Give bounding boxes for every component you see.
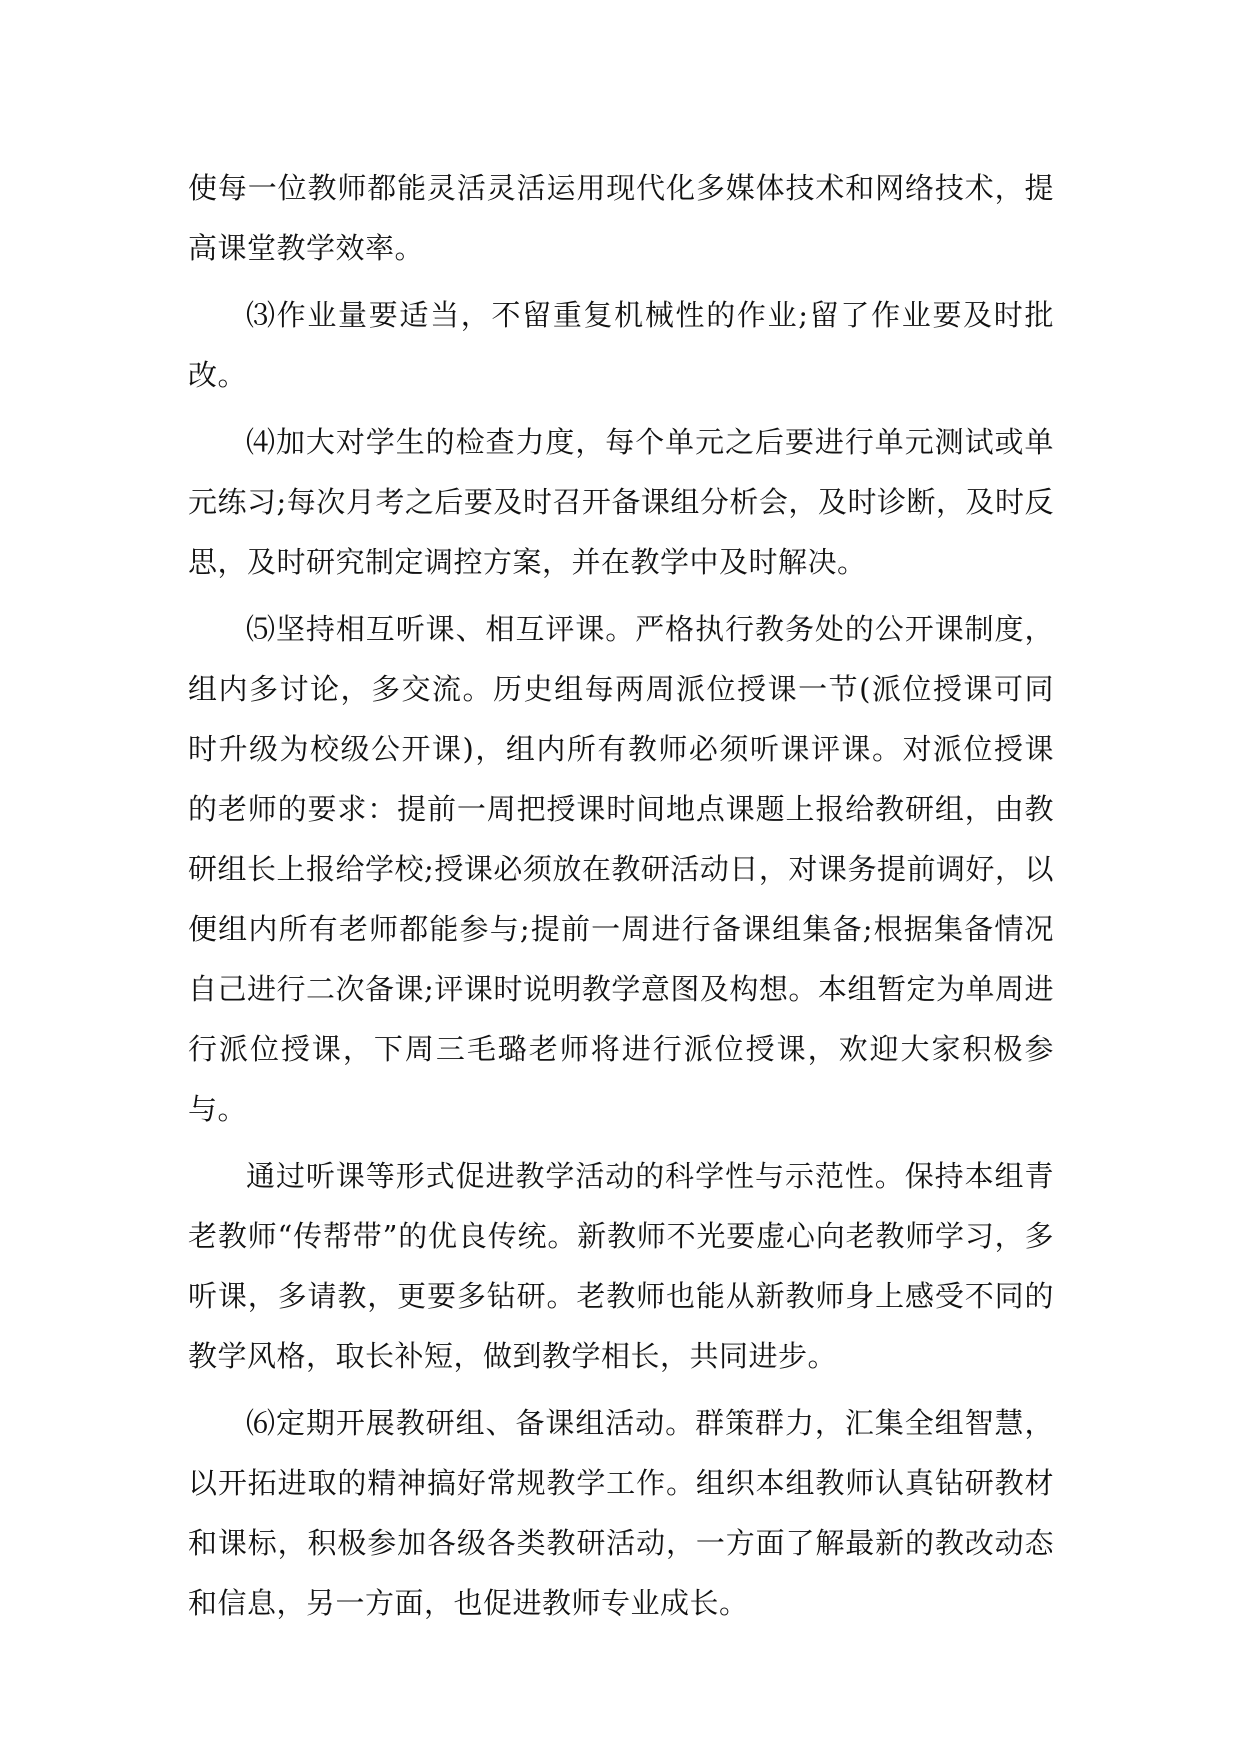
paragraph-6: ⑹定期开展教研组、备课组活动。群策群力，汇集全组智慧，以开拓进取的精神搞好常规教学工作。组织本组教师认真钻研教材和课标，积极参加各级各类教研活动，一方面了解最新的教改动态和信息，另一方面，也促进教师专业成长。 [188,1406,1054,1620]
paragraph-5: 通过听课等形式促进教学活动的科学性与示范性。保持本组青老教师“传帮带”的优良传统。新教师不光要虚心向老教师学习，多听课，多请教，更要多钻研。老教师也能从新教师身上感受不同的教学风格，取长补短，做到教学相长，共同进步。 [188,1159,1054,1373]
paragraph-4: ⑸坚持相互听课、相互评课。严格执行教务处的公开课制度，组内多讨论，多交流。历史组每两周派位授课一节(派位授课可同时升级为校级公开课)，组内所有教师必须听课评课。对派位授课的老师的要求：提前一周把授课时间地点课题上报给教研组，由教研组长上报给学校;授课必须放在教研活动日，对课务提前调好，以便组内所有老师都能参与;提前一周进行备课组集备;根据集备情况自己进行二次备课;评课时说明教学意图及构想。本组暂定为单周进行派位授课，下周三毛璐老师将进行派位授课，欢迎大家积极参与。 [188,612,1054,1126]
paragraph-1: 使每一位教师都能灵活灵活运用现代化多媒体技术和网络技术，提高课堂教学效率。 [188,171,1054,265]
paragraph-3: ⑷加大对学生的检查力度，每个单元之后要进行单元测试或单元练习;每次月考之后要及时召开备课组分析会，及时诊断，及时反思，及时研究制定调控方案，并在教学中及时解决。 [188,425,1054,579]
paragraph-2: ⑶作业量要适当，不留重复机械性的作业;留了作业要及时批改。 [188,298,1054,392]
document-body [188,158,1054,1633]
